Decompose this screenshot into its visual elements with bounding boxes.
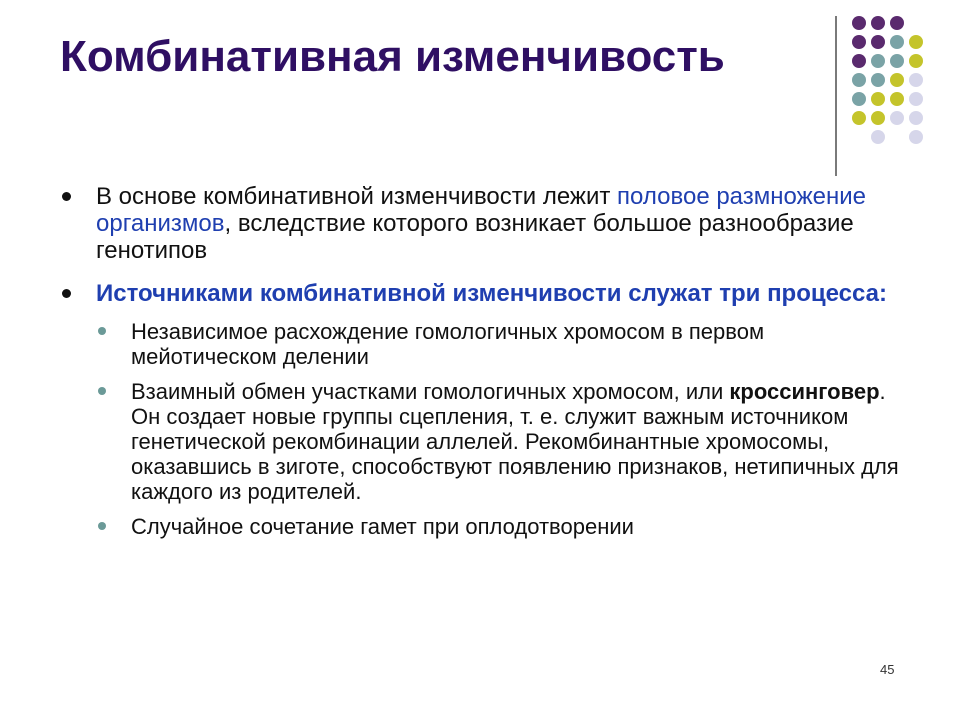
subbullet-marker-icon xyxy=(98,327,106,335)
subbullet-marker-icon xyxy=(98,387,106,395)
decorative-dot-icon xyxy=(909,92,923,106)
subbullet-crossing-over-text-before: Взаимный обмен участками гомологичных хромосом, или xyxy=(131,379,730,404)
decorative-dot-icon xyxy=(909,73,923,87)
decorative-dot-icon xyxy=(909,130,923,144)
decorative-dot-icon xyxy=(852,73,866,87)
bullet-basis-highlight: половое размножение организмов xyxy=(96,183,866,237)
decorative-dot-icon xyxy=(871,92,885,106)
decorative-dot-icon xyxy=(852,111,866,125)
decorative-dot-icon xyxy=(852,35,866,49)
bullet-marker-icon xyxy=(62,289,71,298)
decorative-dot-icon xyxy=(852,54,866,68)
subbullet-independent-segregation xyxy=(60,319,900,369)
decorative-dot-icon xyxy=(890,92,904,106)
bullet-marker-icon xyxy=(62,192,71,201)
decorative-dot-icon xyxy=(909,35,923,49)
subbullet-random-fertilization xyxy=(60,514,900,539)
decorative-divider xyxy=(835,16,837,176)
bullet-sources xyxy=(60,280,900,307)
slide-content xyxy=(60,183,900,549)
decorative-dot-icon xyxy=(890,111,904,125)
decorative-dot-icon xyxy=(871,16,885,30)
decorative-dot-icon xyxy=(852,16,866,30)
slide-title: Комбинативная изменчивость xyxy=(60,32,725,81)
subbullet-random-fertilization-text: Случайное сочетание гамет при оплодотворении xyxy=(131,514,634,539)
decorative-dot-icon xyxy=(871,111,885,125)
decorative-dot-icon xyxy=(909,111,923,125)
bullet-basis-text-before: В основе комбинативной изменчивости лежит xyxy=(96,183,618,210)
decorative-dot-icon xyxy=(871,54,885,68)
bullet-basis xyxy=(60,183,900,264)
subbullet-crossing-over xyxy=(60,379,900,504)
bullet-basis-text-after: , вследствие которого возникает большое разнообразие генотипов xyxy=(96,210,854,264)
decorative-dot-icon xyxy=(890,54,904,68)
decorative-dot-icon xyxy=(871,73,885,87)
decorative-dot-icon xyxy=(890,16,904,30)
subbullet-marker-icon xyxy=(98,522,106,530)
decorative-dot-icon xyxy=(909,54,923,68)
subbullet-crossing-over-text-after: . Он создает новые группы сцепления, т. е. служит важным источником генетической рекомбинации аллелей. Рекомбинантные хромосомы, оказавшись в зиготе, способствуют появлению признаков, нетипичных для каждого из родителей. xyxy=(131,379,899,504)
decorative-dot-icon xyxy=(871,35,885,49)
page-number: 45 xyxy=(880,662,895,677)
decorative-dot-icon xyxy=(890,73,904,87)
subbullet-crossing-over-term: кроссинговер xyxy=(729,379,880,404)
decorative-dot-icon xyxy=(871,130,885,144)
decorative-dot-icon xyxy=(852,92,866,106)
subbullet-independent-segregation-text: Независимое расхождение гомологичных хромосом в первом мейотическом делении xyxy=(131,319,765,369)
bullet-sources-text: Источниками комбинативной изменчивости служат три процесса: xyxy=(96,280,887,307)
decorative-dot-grid xyxy=(852,16,952,156)
decorative-dot-icon xyxy=(890,35,904,49)
